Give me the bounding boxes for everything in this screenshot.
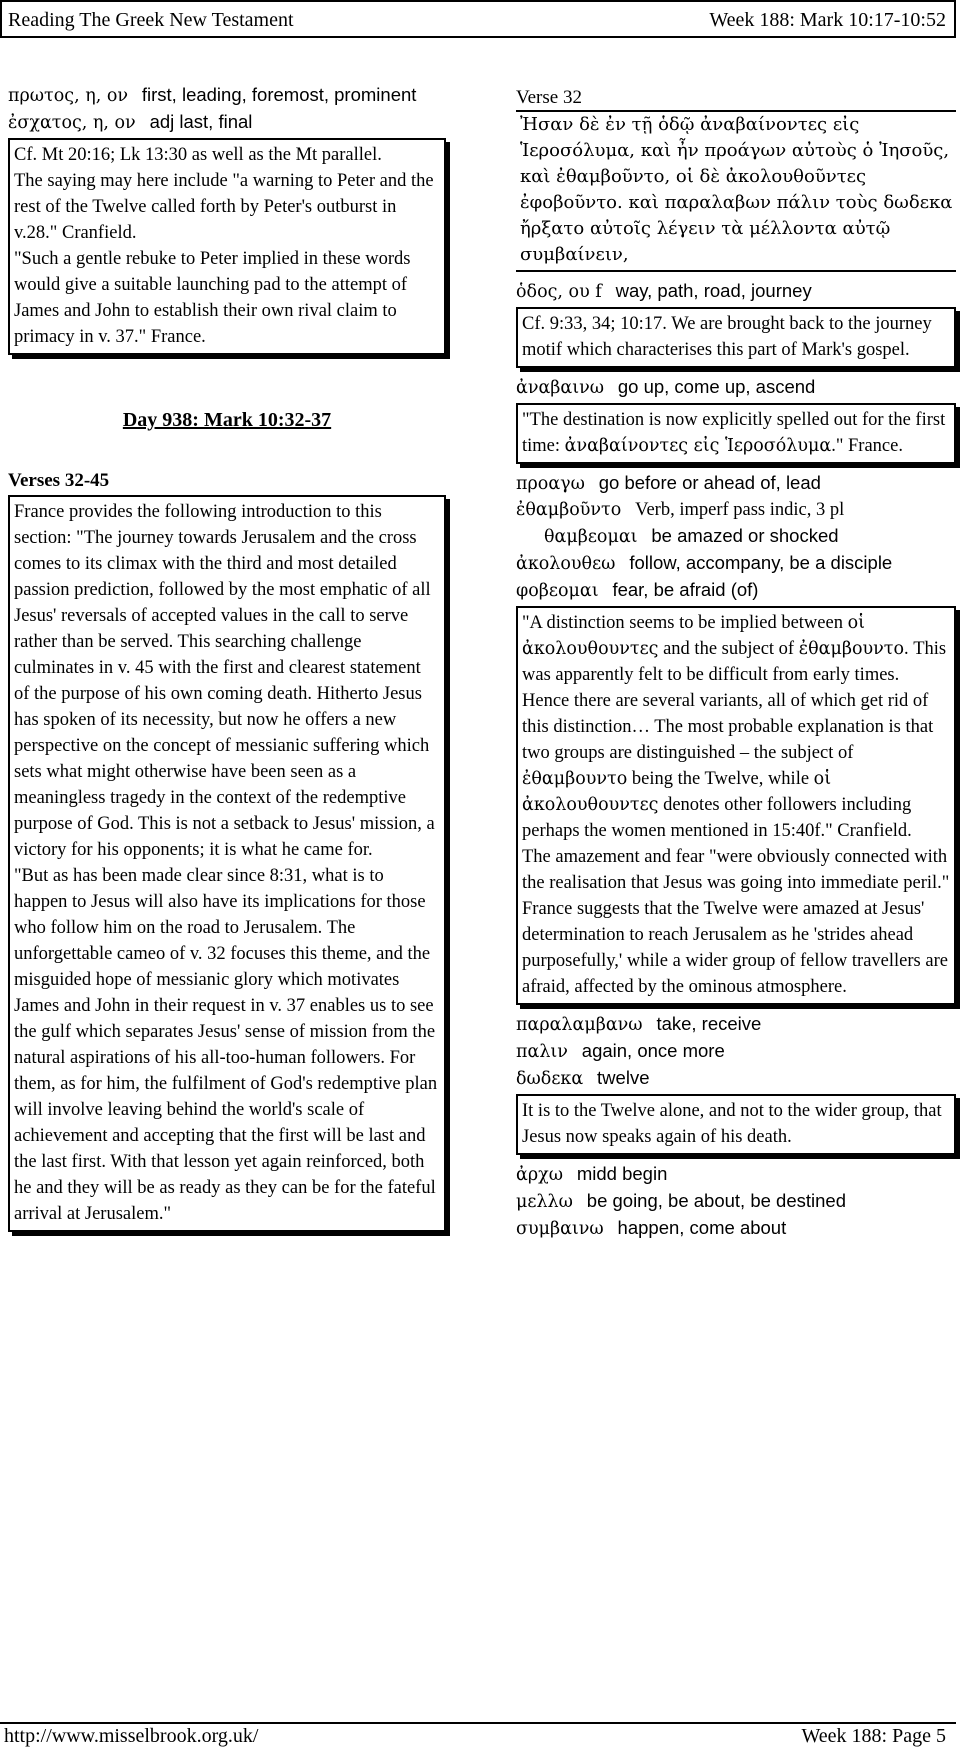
vocab-greek: μελλω <box>516 1192 573 1212</box>
verse-greek-text: Ἠσαν δὲ ἐν τῇ ὁδῷ ἀναβαίνοντες εἰς Ἱεροσόλυμα, καὶ ἦν προάγων αὐτοὺς ὁ Ἰησοῦς, καὶ ἐθαμβοῦντο, οἱ δὲ ἀκολουθοῦντες ἐφοβοῦντο. καὶ παραλαβων πάλιν τοὺς δωδεκα ἤρξατο αὐτοῖς λέγειν τὰ μέλλοντα αὐτῷ συμβαίνειν, <box>516 112 956 272</box>
note-paragraph: Cf. 9:33, 34; 10:17. We are brought back to the journey motif which characterises this part of Mark's gospel. <box>522 314 932 360</box>
vocab-gloss: fear, be afraid (of) <box>612 579 759 600</box>
vocab-entry <box>516 550 956 577</box>
day-title <box>8 407 446 433</box>
page-footer <box>0 1722 956 1748</box>
vocab-greek: ἀναβαινω <box>516 378 604 398</box>
vocab-entry <box>516 1215 956 1242</box>
note-paragraph: It is to the Twelve alone, and not to the wider group, that Jesus now speaks again of his death. <box>522 1101 942 1147</box>
note-paragraph <box>522 610 950 844</box>
vocab-gloss: Verb, imperf pass indic, 3 pl <box>635 500 845 520</box>
vocab-gloss: adj last, final <box>149 111 253 132</box>
vocab-entry <box>8 109 446 136</box>
vocab-gloss: happen, come about <box>617 1217 787 1238</box>
vocab-gloss: be amazed or shocked <box>651 525 839 546</box>
vocab-greek: δωδεκα <box>516 1069 584 1089</box>
note-paragraph: The saying may here include "a warning to Peter and the rest of the Twelve called forth by Peter's outburst in v.28." Cranfield. <box>14 171 434 243</box>
note-box-journey <box>516 307 956 368</box>
note-paragraph: The amazement and fear "were obviously connected with the realisation that Jesus was going into immediate peril." <box>522 847 950 893</box>
vocab-entry <box>8 82 446 109</box>
vocab-greek: θαμβεομαι <box>544 527 638 547</box>
vocab-gloss: way, path, road, journey <box>615 280 812 301</box>
note-greek: οἱ ἀκολουθουντες <box>522 769 832 815</box>
header-title: Reading The Greek New Testament <box>8 9 294 31</box>
vocab-entry <box>516 1065 956 1092</box>
section-heading: Verses 32-45 <box>8 470 110 491</box>
vocab-greek: παραλαμβανω <box>516 1015 643 1035</box>
vocab-greek: προαγω <box>516 474 585 494</box>
note-text: "The destination is now explicitly spelled out for the first time: <box>522 410 946 456</box>
note-paragraph: "Such a gentle rebuke to Peter implied in these words would give a suitable launching pad to the attempt of James and John to establish their own rival claim to primacy in v. 37." France. <box>14 249 411 347</box>
page-header <box>0 0 956 38</box>
note-text: denotes other followers including perhaps the women mentioned in 15:40f." Cranfield. <box>522 795 912 841</box>
note-text: being the Twelve, while <box>627 769 814 789</box>
note-paragraph: France provides the following introduction to this section: "The journey towards Jerusalem and the cross comes to its climax with the third and most detailed passion prediction, followed by the most emphatic of all Jesus' reversals of accepted values in the call to serve rather than be served. This searching challenge culminates in v. 45 with the first and clearest statement of the purpose of his own coming death. Hitherto Jesus has spoken of its necessity, but now he offers a new perspective on the concept of messianic suffering which sets what might otherwise have been seen as a meaningless tragedy in the context of the redemptive purpose of God. This is not a setback to Jesus' mission, a victory for his opponents; it is what he came for. <box>14 502 435 860</box>
day-title-text: Day 938: Mark 10:32-37 <box>122 409 332 431</box>
vocab-greek: συμβαινω <box>516 1219 604 1239</box>
vocab-greek: ὁδος, ου f <box>516 282 602 302</box>
vocab-greek: φοβεομαι <box>516 581 599 601</box>
vocab-entry <box>516 374 956 401</box>
note-box-twelve <box>516 1094 956 1155</box>
vocab-gloss: go up, come up, ascend <box>617 376 816 397</box>
footer-url[interactable]: http://www.misselbrook.org.uk/ <box>4 1725 259 1747</box>
vocab-greek: παλιν <box>516 1042 568 1062</box>
vocab-gloss: be going, be about, be destined <box>586 1190 846 1211</box>
vocab-greek: ἐθαμβοῦντο <box>516 500 622 520</box>
note-greek: ἀναβαίνοντες εἰς Ἱεροσόλυμα <box>564 436 832 456</box>
note-greek: οἱ ἀκολουθουντες <box>522 613 865 659</box>
note-paragraph <box>522 407 950 459</box>
note-text: . This was apparently felt to be difficult from early times. Hence there are several variants, all of which get rid of this distinction… The most probable explanation is that two groups are distinguished – the subject of <box>522 639 947 763</box>
vocab-entry <box>516 1188 956 1215</box>
note-text: "A distinction seems to be implied between <box>522 613 848 633</box>
vocab-entry <box>516 1038 956 1065</box>
footer-page-number: Week 188: Page 5 <box>801 1725 946 1747</box>
note-box-destination <box>516 403 956 464</box>
note-paragraph: France suggests that the Twelve were amazed at Jesus' determination to reach Jerusalem as he 'strides ahead purposefully,' while a wider group of fellow travellers are afraid, affected by the ominous atmosphere. <box>522 899 948 997</box>
note-greek: ἐθαμβουντο <box>798 639 904 659</box>
note-greek: ἐθαμβουντο <box>522 769 628 789</box>
note-text: and the subject of <box>658 639 799 659</box>
vocab-gloss: midd begin <box>576 1163 668 1184</box>
vocab-gloss: twelve <box>597 1067 650 1088</box>
left-column <box>8 82 446 1238</box>
note-text: ." France. <box>831 436 903 456</box>
vocab-gloss: take, receive <box>656 1013 762 1034</box>
vocab-entry <box>516 278 956 305</box>
right-column <box>516 82 956 1242</box>
note-paragraph: "But as has been made clear since 8:31, what is to happen to Jesus will also have its implications for those who follow him on the road to Jerusalem. The unforgettable cameo of v. 32 focuses this theme, and the misguided hope of messianic glory which motivates James and John in their request in v. 37 enables us to see the gulf which separates Jesus' sense of mission from the natural aspirations of his all-too-human followers. For them, as for him, the fulfilment of God's redemptive plan will involve leaving behind the world's scale of achievement and accepting that the first will be last and the last first. With that lesson yet again reinforced, both he and they will be as ready as they can be for the fateful arrival at Jerusalem." <box>14 866 438 1224</box>
note-box-introduction <box>8 495 446 1232</box>
vocab-entry <box>516 497 956 523</box>
vocab-entry <box>516 1161 956 1188</box>
vocab-greek: ἀκολουθεω <box>516 554 616 574</box>
vocab-entry <box>516 470 956 497</box>
note-box-cranfield-france <box>8 138 446 355</box>
vocab-entry <box>516 523 956 550</box>
note-box-distinction <box>516 606 956 1005</box>
vocab-entry <box>516 1011 956 1038</box>
vocab-greek: ἀρχω <box>516 1165 563 1185</box>
vocab-entry <box>516 577 956 604</box>
vocab-gloss: follow, accompany, be a disciple <box>629 552 893 573</box>
verse-heading: Verse 32 <box>516 86 956 112</box>
vocab-gloss: first, leading, foremost, prominent <box>141 84 417 105</box>
vocab-greek: ἐσχατος, η, ον <box>8 113 136 133</box>
header-week: Week 188: Mark 10:17-10:52 <box>709 9 946 31</box>
vocab-gloss: go before or ahead of, lead <box>598 472 821 493</box>
vocab-greek: πρωτος, η, ον <box>8 86 128 106</box>
note-paragraph: Cf. Mt 20:16; Lk 13:30 as well as the Mt parallel. <box>14 145 382 165</box>
vocab-gloss: again, once more <box>581 1040 725 1061</box>
